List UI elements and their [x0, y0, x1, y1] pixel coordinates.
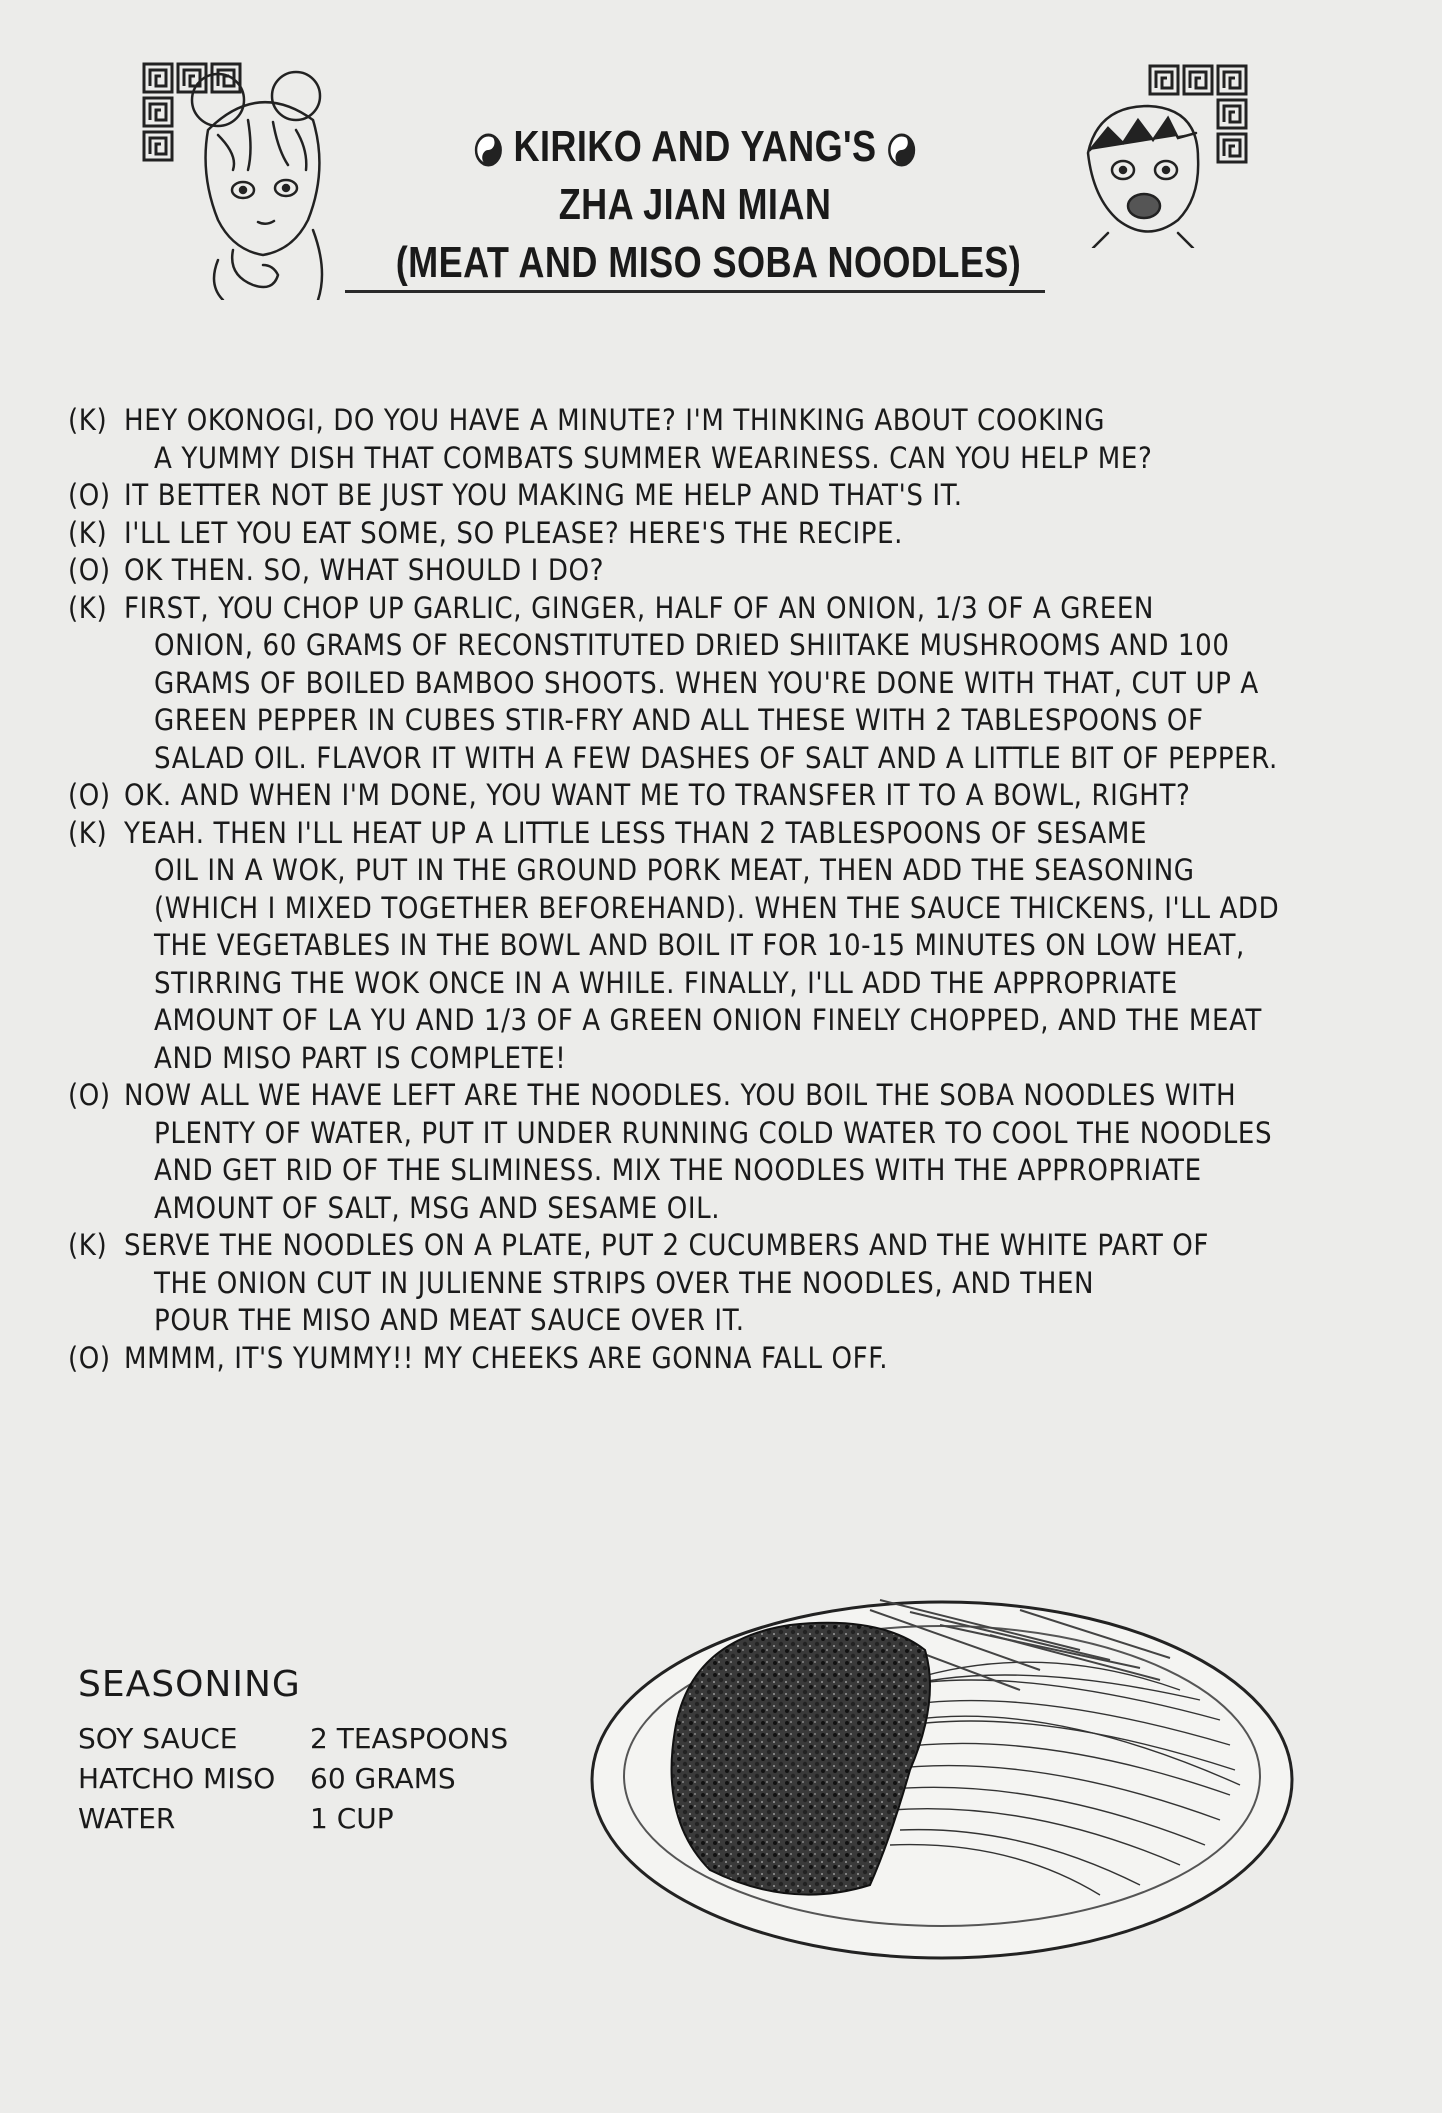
dialogue-text: OIL IN A WOK, PUT IN THE GROUND PORK MEAT, THEN ADD THE SEASONING [154, 853, 1195, 887]
dialogue-entry [68, 1227, 1368, 1340]
dialogue-text: OK. AND WHEN I'M DONE, YOU WANT ME TO TRANSFER IT TO A BOWL, RIGHT? [124, 778, 1191, 812]
title-text-1: KIRIKO AND YANG'S [513, 122, 877, 171]
ingredient-amount: 1 CUP [310, 1802, 394, 1835]
seasoning-table [78, 1719, 508, 1839]
dialogue-entry [68, 1340, 1368, 1378]
fret-block [1150, 66, 1178, 94]
fret-block [1218, 66, 1246, 94]
dialogue-text: NOW ALL WE HAVE LEFT ARE THE NOODLES. YOU BOIL THE SOBA NOODLES WITH [124, 1078, 1237, 1112]
seasoning-list [78, 1664, 558, 1839]
speaker-label: (O) [68, 1078, 111, 1112]
seasoning-row [78, 1719, 508, 1759]
dialogue-text: YEAH. THEN I'LL HEAT UP A LITTLE LESS THAN 2 TABLESPOONS OF SESAME [124, 815, 1148, 850]
ingredient-name: WATER [78, 1802, 176, 1835]
dialogue-text: GRAMS OF BOILED BAMBOO SHOOTS. WHEN YOU'RE DONE WITH THAT, CUT UP A [154, 665, 1259, 700]
speaker-label: (O) [68, 478, 111, 512]
dialogue-entry [68, 402, 1368, 477]
fret-block [1184, 66, 1212, 94]
kiriko-portrait [178, 60, 348, 300]
recipe-title [395, 118, 1022, 292]
dialogue-text: I'LL LET YOU EAT SOME, SO PLEASE? HERE'S THE RECIPE. [124, 515, 904, 550]
dialogue-text: SALAD OIL. FLAVOR IT WITH A FEW DASHES OF SALT AND A LITTLE BIT OF PEPPER. [154, 740, 1278, 775]
dialogue-text: SERVE THE NOODLES ON A PLATE, PUT 2 CUCUMBERS AND THE WHITE PART OF [124, 1228, 1210, 1262]
yang-portrait [1068, 98, 1218, 248]
dialogue-text: GREEN PEPPER IN CUBES STIR-FRY AND ALL THESE WITH 2 TABLESPOONS OF [154, 703, 1204, 737]
dialogue-entry [68, 590, 1368, 778]
ingredient-amount: 2 TEASPOONS [310, 1722, 509, 1755]
seasoning-row [78, 1799, 508, 1839]
title-line-2: ZHA JIAN MIAN [558, 180, 832, 229]
speaker-label: (K) [68, 403, 108, 437]
fret-block [144, 98, 172, 126]
dialogue-text: AMOUNT OF SALT, MSG AND SESAME OIL. [154, 1190, 721, 1225]
dialogue-text: OK THEN. SO, WHAT SHOULD I DO? [124, 553, 605, 587]
dialogue-text: (WHICH I MIXED TOGETHER BEFOREHAND). WHEN THE SAUCE THICKENS, I'LL ADD [154, 890, 1280, 925]
ingredient-name: HATCHO MISO [78, 1762, 276, 1795]
speaker-label: (K) [68, 815, 108, 850]
dialogue-text: PLENTY OF WATER, PUT IT UNDER RUNNING COLD WATER TO COOL THE NOODLES [154, 1115, 1273, 1150]
dialogue-entry [68, 777, 1368, 815]
hair-bun-right [272, 72, 320, 120]
dialogue-text: IT BETTER NOT BE JUST YOU MAKING ME HELP AND THAT'S IT. [124, 478, 963, 512]
dialogue-text: ONION, 60 GRAMS OF RECONSTITUTED DRIED SHIITAKE MUSHROOMS AND 100 [154, 628, 1230, 662]
recipe-dialogue [68, 402, 1368, 1377]
speaker-label: (O) [68, 553, 111, 587]
dialogue-text: AND MISO PART IS COMPLETE! [154, 1040, 567, 1075]
seasoning-row [78, 1759, 508, 1799]
dialogue-text: STIRRING THE WOK ONCE IN A WHILE. FINALLY, I'LL ADD THE APPROPRIATE [154, 965, 1178, 1000]
dialogue-text: THE VEGETABLES IN THE BOWL AND BOIL IT FOR 10-15 MINUTES ON LOW HEAT, [154, 928, 1245, 962]
dialogue-entry [68, 1077, 1368, 1227]
speaker-label: (O) [68, 778, 111, 812]
dialogue-entry [68, 515, 1368, 553]
dialogue-text: MMMM, IT'S YUMMY!! MY CHEEKS ARE GONNA FALL OFF. [124, 1340, 889, 1375]
dialogue-text: AMOUNT OF LA YU AND 1/3 OF A GREEN ONION FINELY CHOPPED, AND THE MEAT [154, 1003, 1262, 1037]
speaker-label: (O) [68, 1340, 111, 1375]
fret-block [144, 64, 172, 92]
title-underline [345, 290, 1045, 293]
hair-bun-left [192, 74, 244, 126]
noodle-dish-illustration [580, 1540, 1300, 1980]
dialogue-text: AND GET RID OF THE SLIMINESS. MIX THE NOODLES WITH THE APPROPRIATE [154, 1153, 1202, 1187]
yin-yang-icon [474, 133, 502, 167]
dialogue-text: THE ONION CUT IN JULIENNE STRIPS OVER THE NOODLES, AND THEN [154, 1265, 1095, 1300]
speaker-label: (K) [68, 590, 108, 625]
speaker-label: (K) [68, 1228, 108, 1262]
fret-block [1218, 134, 1246, 162]
dialogue-entry [68, 477, 1368, 515]
ingredient-amount: 60 GRAMS [310, 1762, 456, 1795]
dialogue-text: HEY OKONOGI, DO YOU HAVE A MINUTE? I'M THINKING ABOUT COOKING [124, 403, 1106, 437]
dialogue-entry [68, 815, 1368, 1078]
title-line-1 [396, 118, 995, 176]
dialogue-entry [68, 552, 1368, 590]
dialogue-text: FIRST, YOU CHOP UP GARLIC, GINGER, HALF OF AN ONION, 1/3 OF A GREEN [124, 590, 1155, 625]
dialogue-text: A YUMMY DISH THAT COMBATS SUMMER WEARINESS. CAN YOU HELP ME? [154, 440, 1153, 475]
fret-block [144, 132, 172, 160]
speaker-label: (K) [68, 515, 108, 550]
fret-block [1218, 100, 1246, 128]
yin-yang-icon [888, 133, 916, 167]
seasoning-heading: SEASONING [78, 1664, 301, 1705]
dialogue-text: POUR THE MISO AND MEAT SAUCE OVER IT. [154, 1303, 745, 1337]
ingredient-name: SOY SAUCE [78, 1722, 238, 1755]
title-line-3: (MEAT AND MISO SOBA NOODLES) [395, 238, 1022, 287]
